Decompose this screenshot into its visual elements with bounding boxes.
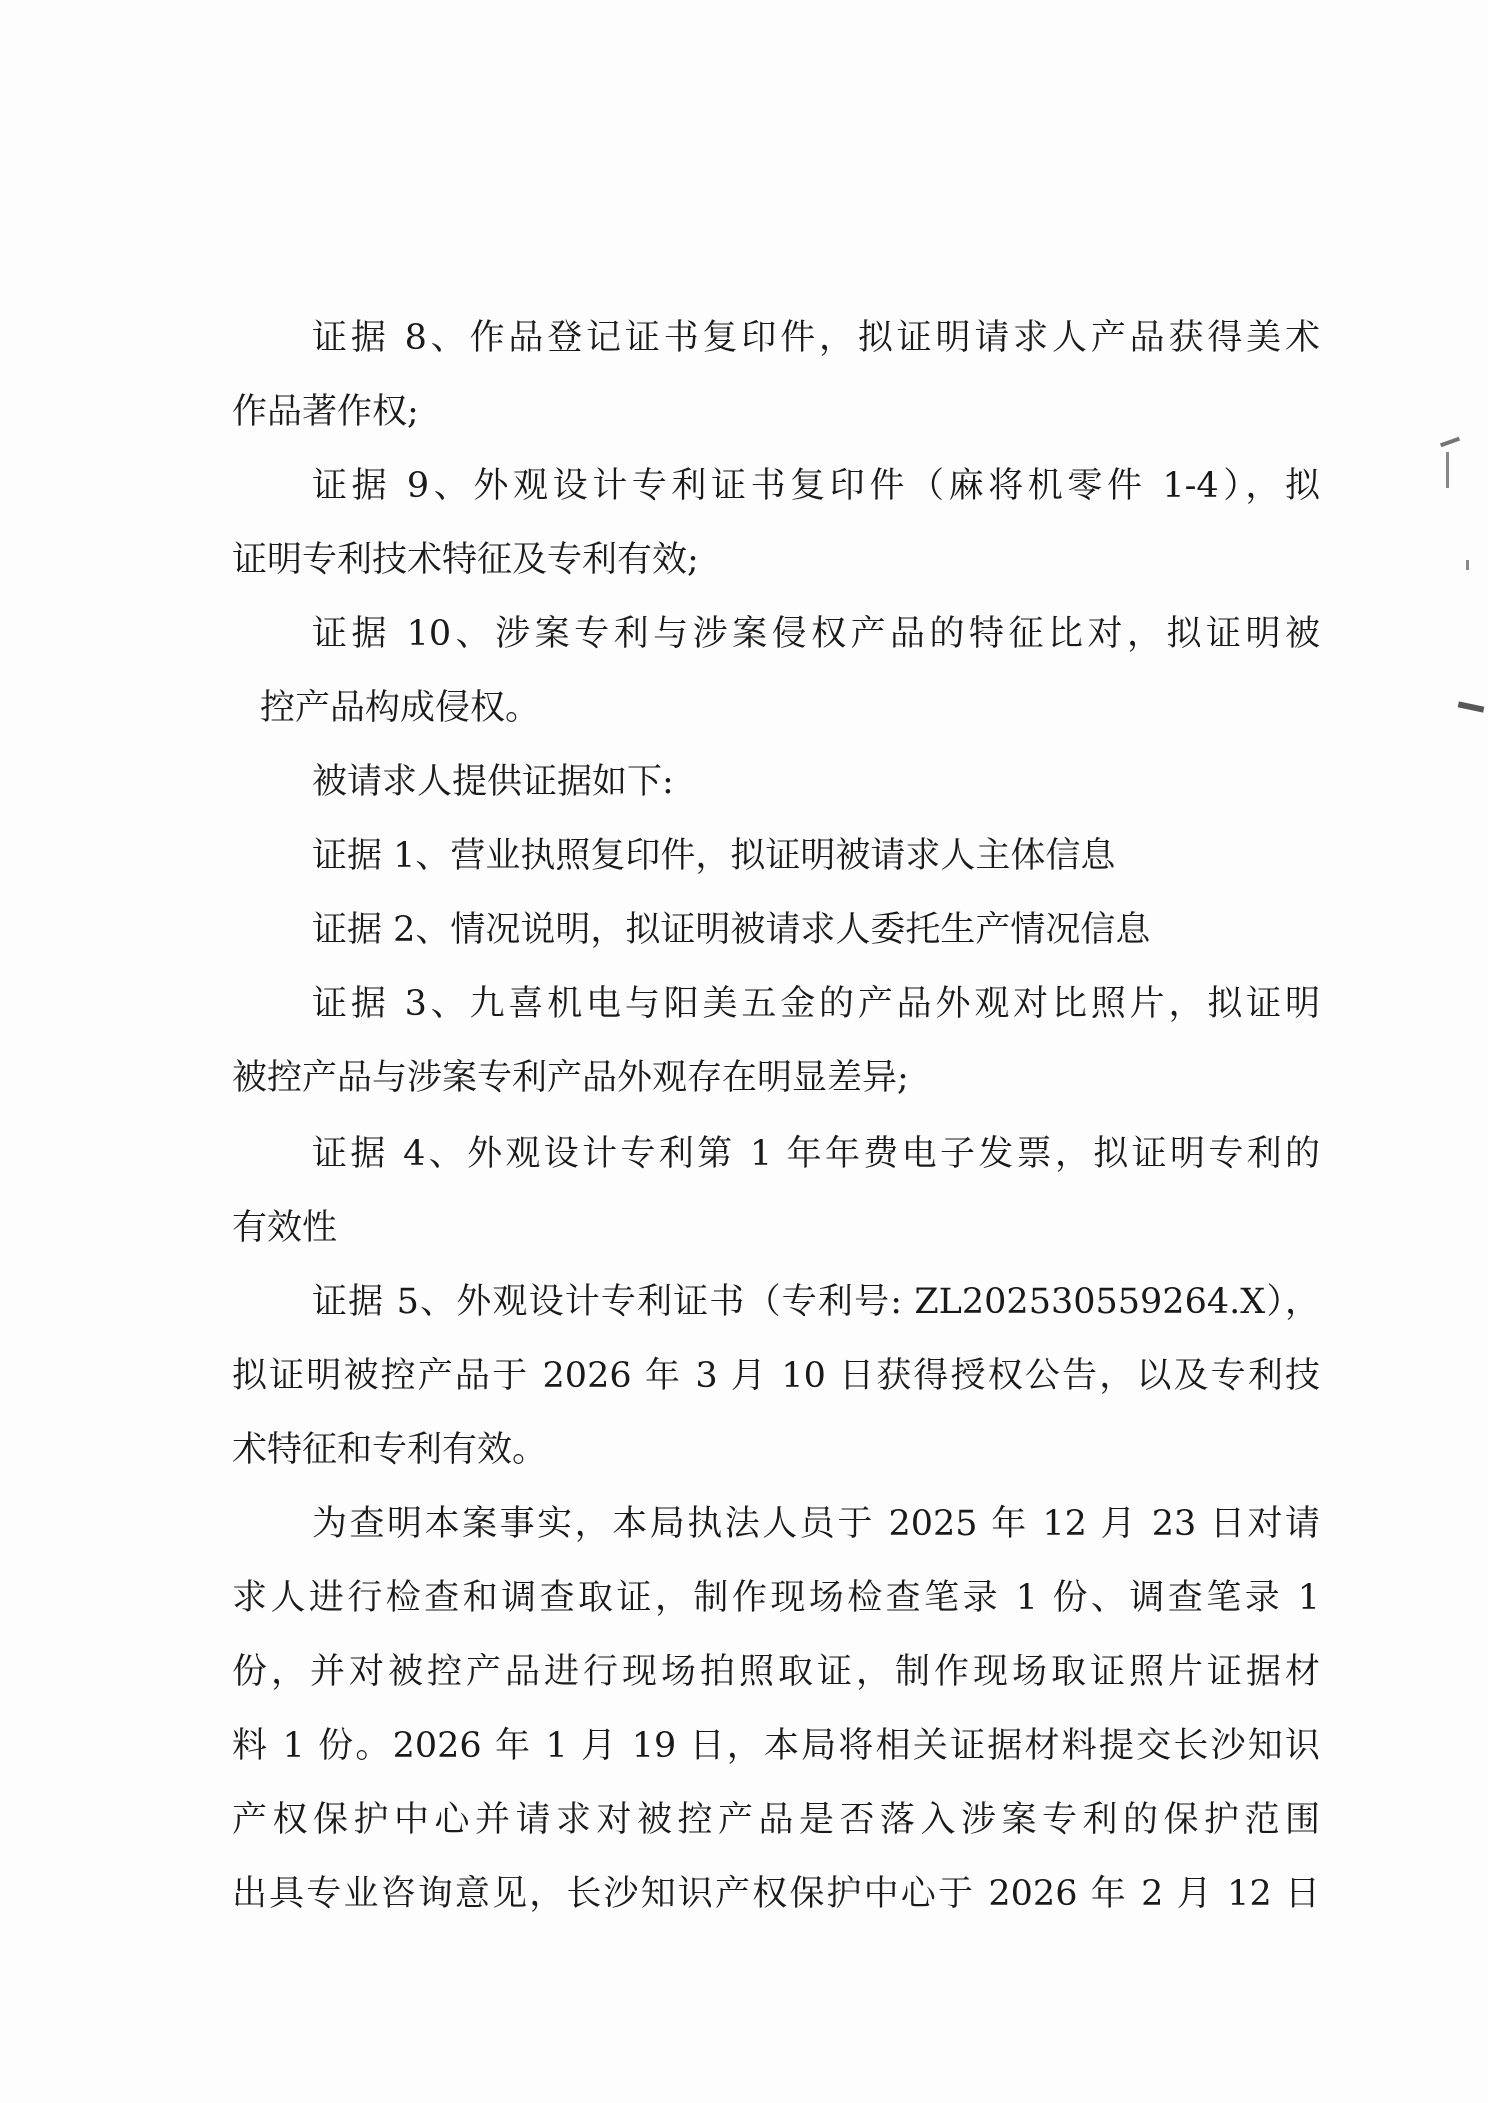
text-line: 证明专利技术特征及专利有效;	[232, 540, 699, 580]
text-line: 证据 10、涉案专利与涉案侵权产品的特征比对，拟证明被	[312, 614, 1320, 654]
text-line: 被请求人提供证据如下:	[312, 762, 674, 802]
scan-edge-mark	[1466, 560, 1469, 570]
text-line: 求人进行检查和调查取证，制作现场检查笔录 1 份、调查笔录 1	[232, 1578, 1320, 1618]
text-line: 料 1 份。2026 年 1 月 19 日，本局将相关证据材料提交长沙知识	[232, 1726, 1320, 1766]
scan-edge-mark	[1446, 452, 1449, 488]
text-line: 拟证明被控产品于 2026 年 3 月 10 日获得授权公告，以及专利技	[232, 1356, 1320, 1396]
text-line: 证据 2、情况说明，拟证明被请求人委托生产情况信息	[312, 910, 1151, 950]
text-line: 证据 8、作品登记证书复印件，拟证明请求人产品获得美术	[312, 318, 1320, 358]
text-line: 术特征和专利有效。	[232, 1430, 548, 1470]
text-line: 证据 5、外观设计专利证书（专利号: ZL202530559264.X），	[312, 1282, 1320, 1322]
text-line: 被控产品与涉案专利产品外观存在明显差异;	[232, 1058, 909, 1098]
text-line: 出具专业咨询意见，长沙知识产权保护中心于 2026 年 2 月 12 日	[232, 1874, 1320, 1914]
text-line: 为查明本案事实，本局执法人员于 2025 年 12 月 23 日对请	[312, 1504, 1320, 1544]
scan-edge-mark	[1440, 437, 1460, 448]
text-line: 产权保护中心并请求对被控产品是否落入涉案专利的保护范围	[232, 1800, 1320, 1840]
text-line: 证据 3、九喜机电与阳美五金的产品外观对比照片，拟证明	[312, 984, 1320, 1024]
scan-edge-mark	[1458, 701, 1485, 712]
text-line: 作品著作权;	[232, 392, 419, 432]
text-line: 证据 4、外观设计专利第 1 年年费电子发票，拟证明专利的	[312, 1134, 1320, 1174]
text-line: 控产品构成侵权。	[260, 688, 541, 728]
text-line: 份，并对被控产品进行现场拍照取证，制作现场取证照片证据材	[232, 1652, 1320, 1692]
text-line: 证据 9、外观设计专利证书复印件（麻将机零件 1-4），拟	[312, 466, 1320, 506]
text-line: 有效性	[232, 1208, 338, 1248]
text-line: 证据 1、营业执照复印件，拟证明被请求人主体信息	[312, 836, 1116, 876]
